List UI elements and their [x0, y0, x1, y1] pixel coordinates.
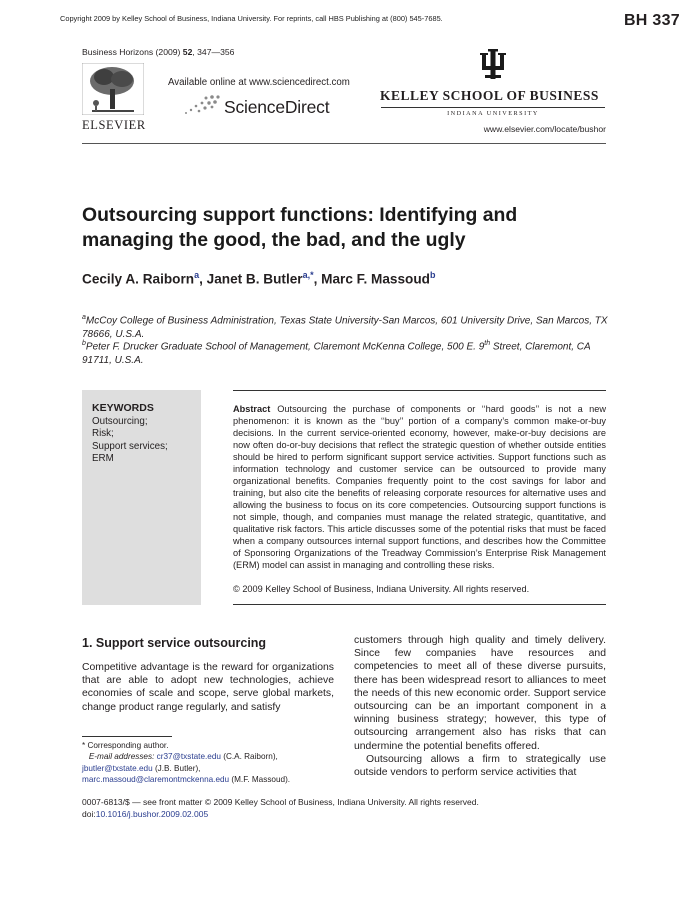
email-owner: (C.A. Raiborn),: [223, 752, 278, 762]
affiliation-marker: a: [82, 314, 86, 321]
footnote-divider: [82, 736, 172, 737]
keyword-item: Support services;: [92, 440, 168, 452]
issn-line: 0007-6813/$ — see front matter © 2009 Kelley School of Business, Indiana University. All rights reserved.: [82, 797, 479, 807]
sciencedirect-dots-icon: [182, 94, 224, 116]
body-paragraph: customers through high quality and timely delivery. Since few companies have resources and competencies to meet all of these diverse pursuits, there has been widespread resort to alliances to meet the needs of this new economic order. Support service outsourcing can be an important component in a winning business strategy; however, this type of outsourcing arrangement also has risks that can undermine the potential benefits offered.: [354, 635, 606, 752]
author-affiliation-marker[interactable]: b: [429, 270, 436, 280]
citation-journal: Business Horizons (2009): [82, 47, 183, 57]
body-column-left: Competitive advantage is the reward for organizations that are able to adopt new technologies, achieve economies of scale and scope, serve global markets, change product range regularly, and satisfy: [82, 662, 334, 713]
author-name: Cecily A. Raiborn: [82, 271, 195, 287]
footnote: [82, 740, 342, 786]
school-divider: [381, 107, 605, 108]
journal-url[interactable]: www.elsevier.com/locate/bushor: [483, 124, 606, 134]
citation-volume: 52: [182, 47, 193, 57]
publisher-name: ELSEVIER: [82, 118, 146, 132]
section-heading: 1. Support service outsourcing: [82, 636, 267, 650]
keywords-title: KEYWORDS: [92, 402, 154, 414]
doi-label: doi:: [82, 808, 96, 819]
front-matter-footer: [82, 797, 606, 820]
affiliation-text: Peter F. Drucker Graduate School of Management, Claremont McKenna College, 500 E. 9: [85, 341, 485, 353]
school-name: KELLEY SCHOOL OF BUSINESS: [380, 88, 599, 103]
keywords-list: [92, 416, 168, 466]
affiliation-text: Street, Claremont, CA 91711, U.S.A.: [82, 341, 591, 366]
journal-citation: [82, 47, 234, 57]
email-owner: (J.B. Butler),: [154, 763, 201, 773]
email-label: E-mail addresses:: [88, 752, 155, 762]
keyword-item: ERM: [92, 453, 114, 465]
abstract-top-rule: [233, 390, 606, 391]
body-paragraph: Outsourcing allows a firm to strategically use outside vendors to perform service activities that: [354, 753, 606, 779]
indiana-university-trident-icon: [479, 49, 507, 79]
abstract-text: Outsourcing the purchase of components or ‘‘hard goods’’ is not a new phenomenon: it is known as the ‘‘buy’’ portion of a company’s common make-or-buy decisions. In the current service-oriented economy, however, make-or-buy decisions are now often do-or-buy decisions that reflect the strategic question of whether outside entities should be hired to perform significant support service activities. Support functions such as information technology and customer service can be outsourced to provide many organizational benefits. Companies frequently point to the cost savings for labor and training, but also cite the benefits of releasing corporate resources for alternative uses and allowing the business to focus on its core competencies. Outsourcing support functions is not simple, though, and companies must manage the related strategic, quantitative, and qualitative risk factors. This article discusses some of the potential risks that must be faced when a company outsources internal support functions, and describes how the Committee of Sponsoring Organizations of the Treadway Commission’s Enterprise Risk Management (ERM) model can assist in managing and controlling these risks.: [233, 404, 606, 570]
copyright-banner: Copyright 2009 by Kelley School of Business, Indiana University. For reprints, call HBS Publishing at (800) 545-7685.: [60, 14, 443, 23]
corresponding-author-note: * Corresponding author.: [82, 741, 169, 750]
affiliation-ordinal: th: [484, 340, 491, 347]
affiliation-text: McCoy College of Business Administration, Texas State University-San Marcos, 601 University Drive, San Marcos, TX 78666, U.S.A.: [82, 315, 608, 340]
author-list: Cecily A. Raiborn$^a$, Janet B. Butler$^{a,*}$, Marc F. Massoud$^b$: [82, 270, 436, 287]
header-divider: [82, 143, 606, 144]
elsevier-tree-icon: [82, 63, 144, 115]
abstract-copyright: © 2009 Kelley School of Business, Indiana University. All rights reserved.: [233, 584, 530, 594]
document-code: BH 337: [623, 12, 680, 29]
author-affiliation-marker[interactable]: a,*: [302, 270, 314, 280]
author-affiliation-marker[interactable]: a: [194, 270, 200, 280]
email-link[interactable]: jbutler@txstate.edu: [82, 763, 153, 773]
available-online[interactable]: Available online at www.sciencedirect.com: [168, 77, 350, 88]
citation-pages: , 347—356: [192, 47, 235, 57]
email-link[interactable]: cr37@txstate.edu: [156, 752, 221, 762]
author-name: Janet B. Butler: [206, 271, 303, 287]
abstract: [233, 403, 606, 571]
article-title: Outsourcing support functions: Identifying and managing the good, the bad, and the ugly: [82, 204, 518, 251]
affiliation-b: [82, 337, 610, 367]
affiliation-marker: b: [82, 340, 86, 347]
keyword-item: Outsourcing;: [92, 416, 148, 427]
abstract-label: Abstract: [233, 404, 271, 414]
body-column-right: [354, 634, 606, 779]
author-name: Marc F. Massoud: [321, 271, 430, 287]
doi-link[interactable]: 10.1016/j.bushor.2009.02.005: [95, 808, 209, 819]
keyword-item: Risk;: [92, 428, 114, 440]
university-name: INDIANA UNIVERSITY: [447, 110, 539, 117]
email-owner: (M.F. Massoud).: [231, 775, 291, 785]
abstract-bottom-rule: [233, 604, 606, 605]
sciencedirect-logo: ScienceDirect: [224, 97, 330, 117]
email-link[interactable]: marc.massoud@claremontmckenna.edu: [82, 775, 230, 785]
